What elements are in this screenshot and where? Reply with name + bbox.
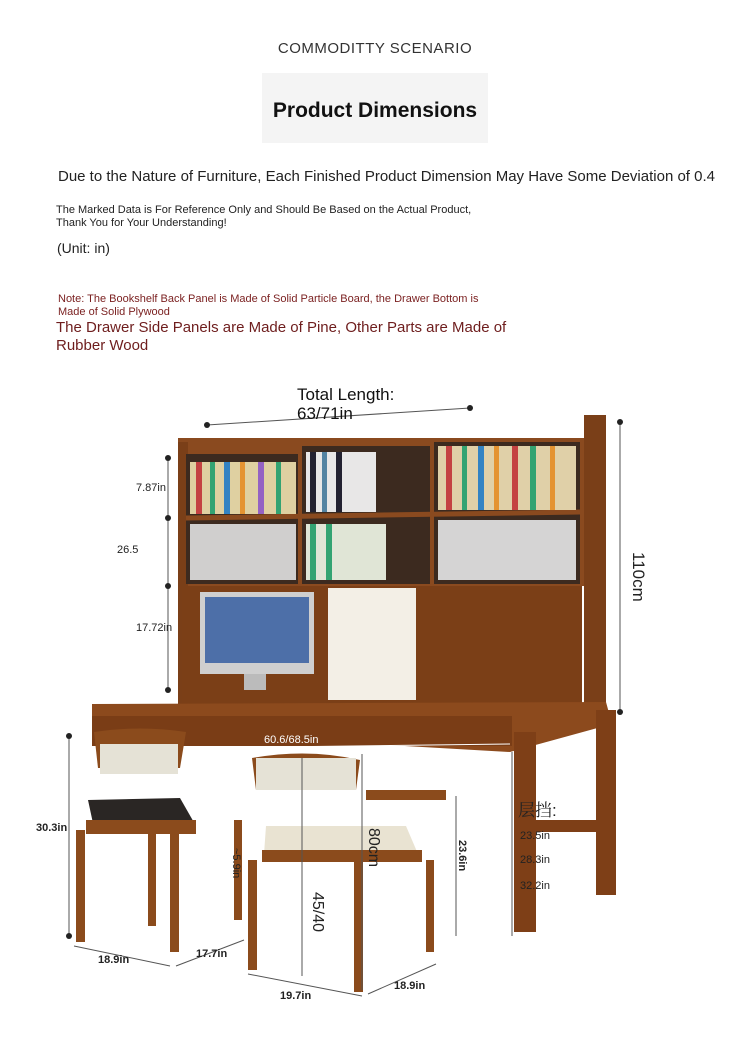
shelf-level-1: 23.5in bbox=[520, 830, 550, 842]
material-note-large: The Drawer Side Panels are Made of Pine, Other Parts are Made of Rubber Wood bbox=[56, 319, 507, 354]
reference-note-line-1: The Marked Data is For Reference Only and Should Be Based on the Actual Product, bbox=[56, 204, 472, 216]
seat-span-dim bbox=[454, 840, 472, 871]
shelf-top-dim: 7.87in bbox=[136, 482, 166, 494]
unit-label: (Unit: in) bbox=[57, 240, 110, 256]
shelf-level-3: 32.2in bbox=[520, 880, 550, 892]
chair-right-width-dim: 19.7in bbox=[280, 990, 312, 1002]
total-length-caption: Total Length: bbox=[297, 385, 395, 404]
shelf-levels-label: 层挡: bbox=[518, 801, 557, 820]
material-note-small bbox=[58, 293, 538, 319]
white-cabinet bbox=[328, 588, 416, 700]
material-note-line-1: Note: The Bookshelf Back Panel is Made of Solid Particle Board, the Drawer Bottom is bbox=[58, 293, 479, 305]
seat-span-text: 23.6in bbox=[456, 840, 468, 872]
shelf-level-2: 28.3in bbox=[520, 854, 550, 866]
seat-height-dim: 45/40 bbox=[309, 892, 326, 933]
deviation-note: Due to the Nature of Furniture, Each Finished Product Dimension May Have Some Deviation of 0.4 bbox=[58, 168, 715, 185]
reference-note bbox=[56, 204, 526, 230]
seat-small-text: ~5.9in bbox=[230, 848, 242, 879]
chair-left-depth-dim: 17.7in bbox=[196, 948, 228, 960]
total-length-value: 63/71in bbox=[297, 404, 353, 423]
material-note-line-2: Made of Solid Plywood bbox=[58, 306, 170, 318]
chair-height-dim: 30.3in bbox=[36, 822, 68, 834]
desk-width-dim: 60.6/68.5in bbox=[264, 734, 319, 746]
total-length-label bbox=[297, 385, 394, 423]
chair-left-width-dim: 18.9in bbox=[98, 954, 130, 966]
chair-right bbox=[248, 753, 446, 992]
page-kicker: COMMODITTY SCENARIO bbox=[277, 40, 473, 57]
furniture-illustration bbox=[0, 380, 750, 1044]
seat-small-dim bbox=[228, 848, 246, 878]
total-height-dim: 110cm bbox=[629, 552, 648, 602]
shelf-low-dim: 17.72in bbox=[136, 622, 173, 634]
chair-right-depth-dim: 18.9in bbox=[394, 980, 426, 992]
page-title: Product Dimensions bbox=[272, 99, 478, 122]
desk-height-dim: 80cm bbox=[365, 828, 382, 868]
reference-note-line-2: Thank You for Your Understanding! bbox=[56, 217, 227, 229]
chair-left bbox=[76, 729, 242, 953]
shelf-mid-dim: 26.5 bbox=[117, 544, 139, 556]
